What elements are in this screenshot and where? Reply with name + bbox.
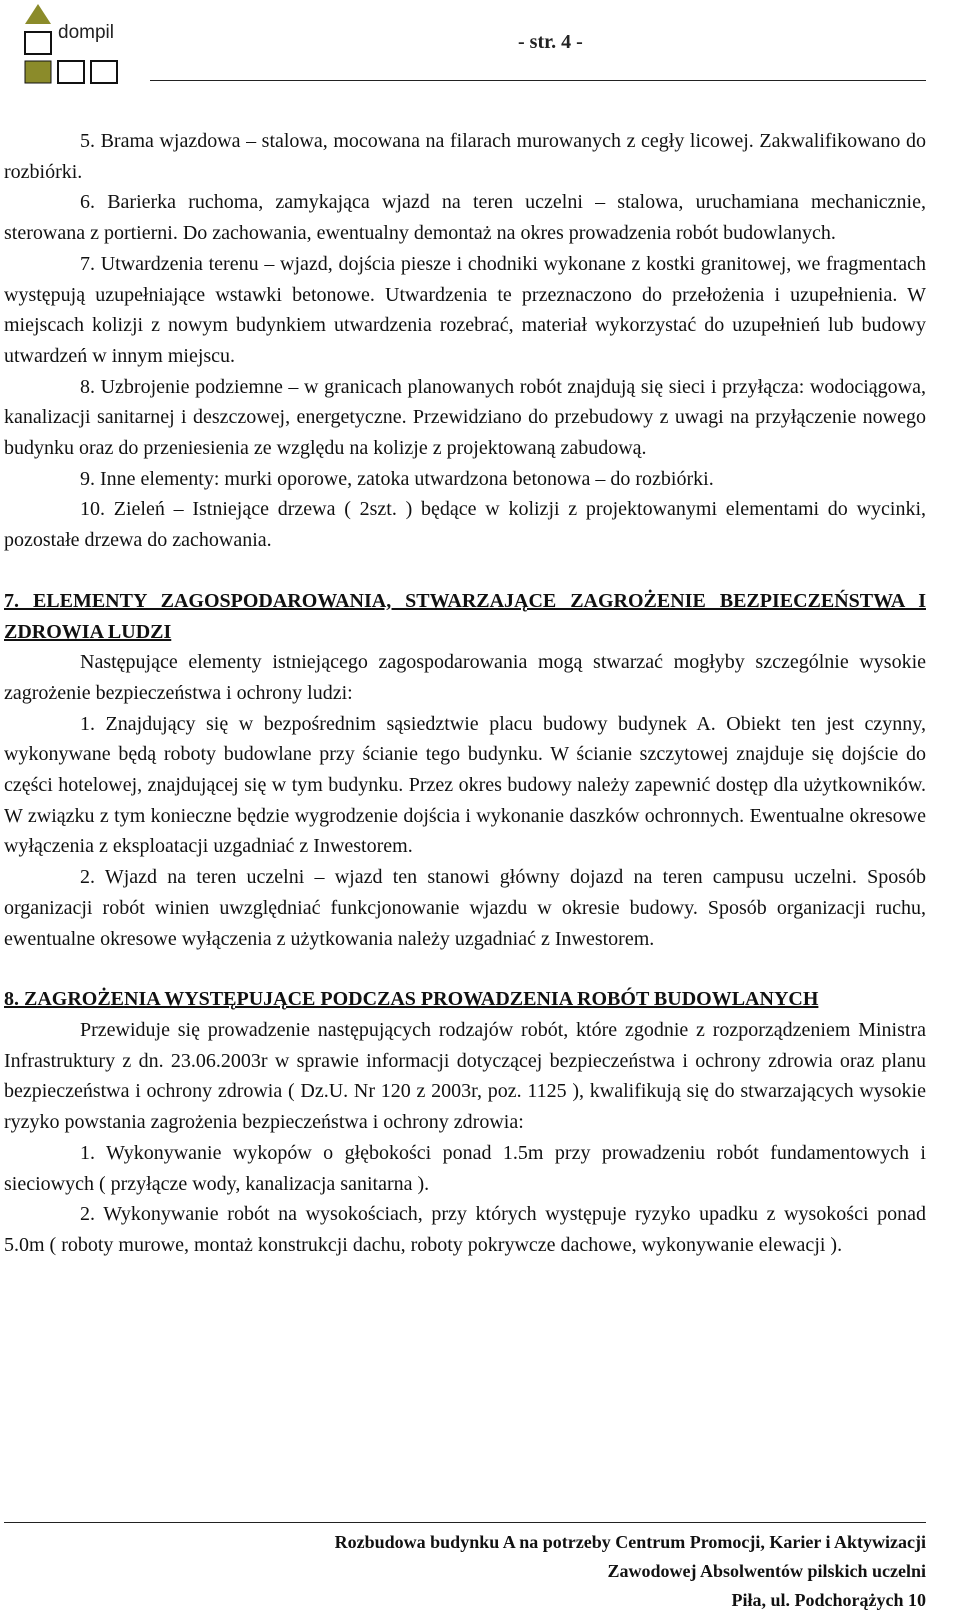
list-item: 1. Znajdujący się w bezpośrednim sąsiedztwie placu budowy budynek A. Obiekt ten jest czynny, wykonywane będą roboty budowlane przy ścianie tego budynku. W ścianie szczytowej znajduje się dojście do części hotelowej, znajdującej się w tym budynku. Przez okres budowy należy zapewnić dostęp dla użytkowników. W związku z tym konieczne będzie wygrodzenie dojścia i wykonanie daszków ochronnych. Ewentualne okresowe wyłączenia z eksploatacji uzgadniać z Inwestorem. [4,712,926,858]
header-rule [150,80,926,81]
section-intro: Następujące elementy istniejącego zagospodarowania mogą stwarzać mogłyby szczególnie wysokie zagrożenie bezpieczeństwa i ochrony ludzi: [4,651,926,704]
list-item: 10. Zieleń – Istniejące drzewa ( 2szt. ) będące w kolizji z projektowanymi elementami do wycinki, pozostałe drzewa do zachowania. [4,498,926,552]
list-item: 8. Uzbrojenie podziemne – w granicach planowanych robót znajdują się sieci i przyłącza: wodociągowa, kanalizacji sanitarnej i deszczowej, energetyczne. Przewidziano do przebudowy z uwagi na przyłączenie nowego budynku oraz do przeniesienia ze względu na kolizje z projektowaną zabudową. [4,375,926,460]
document-body [4,126,926,1261]
list-item: 9. Inne elementy: murki oporowe, zatoka utwardzona betonowa – do rozbiórki. [80,467,714,490]
footer-line: Zawodowej Absolwentów pilskich uczelni [607,1561,926,1581]
footer-rule [4,1522,926,1523]
footer [335,1528,926,1615]
page-number: - str. 4 - [518,31,583,53]
footer-line: Piła, ul. Podchorążych 10 [731,1590,926,1610]
list-item: 2. Wykonywanie robót na wysokościach, przy których występuje ryzyko upadku z wysokości ponad 5.0m ( roboty murowe, montaż konstrukcji dachu, roboty pokrywcze dachowe, wykonywanie elewacji ). [4,1203,926,1256]
dompil-logo-icon [22,2,132,88]
list-item: 2. Wjazd na teren uczelni – wjazd ten stanowi główny dojazd na teren campusu uczelni. Sposób organizacji robót winien uwzględniać funkcjonowanie wjazdu w okresie budowy. Sposób organizacji ruchu, ewentualne okresowe wyłączenia z użytkowania należy uzgadniać z Inwestorem. [4,866,926,950]
section-heading: 7. ELEMENTY ZAGOSPODAROWANIA, STWARZAJĄCE ZAGROŻENIE BEZPIECZEŃSTWA I ZDROWIA LUDZI [4,589,926,643]
list-item: 6. Barierka ruchoma, zamykająca wjazd na teren uczelni – stalowa, uruchamiana mechanicznie, sterowana z portierni. Do zachowania, ewentualny demontaż na okres prowadzenia robót budowlanych. [4,191,926,245]
section-heading: 8. ZAGROŻENIA WYSTĘPUJĄCE PODCZAS PROWADZENIA ROBÓT BUDOWLANYCH [4,988,819,1011]
list-item: 1. Wykonywanie wykopów o głębokości ponad 1.5m przy prowadzeniu robót fundamentowych i sieciowych ( przyłącze wody, kanalizacja sanitarna ). [4,1141,926,1195]
list-item: 7. Utwardzenia terenu – wjazd, dojścia piesze i chodniki wykonane z kostki granitowej, we fragmentach występują uzupełniające wstawki betonowe. Utwardzenia te przeznaczono do przełożenia i uzupełnienia. W miejscach kolizji z nowym budynkiem utwardzenia rozebrać, materiał wykorzystać do uzupełnień lub budowy utwardzeń w innym miejscu. [4,252,926,367]
logo-text: dompil [58,22,114,43]
footer-line: Rozbudowa budynku A na potrzeby Centrum Promocji, Karier i Aktywizacji [334,1532,926,1552]
list-item: 5. Brama wjazdowa – stalowa, mocowana na filarach murowanych z cegły licowej. Zakwalifikowano do rozbiórki. [4,130,926,183]
section-intro: Przewiduje się prowadzenie następujących rodzajów robót, które zgodnie z rozporządzeniem Ministra Infrastruktury z dn. 23.06.2003r w sprawie informacji dotyczącej bezpieczeństwa i ochrony zdrowia oraz planu bezpieczeństwa i ochrony zdrowia ( Dz.U. Nr 120 z 2003r, poz. 1125 ), kwalifikują się do stwarzających wysokie ryzyko powstania zagrożenia bezpieczeństwa i ochrony zdrowia: [4,1018,926,1134]
